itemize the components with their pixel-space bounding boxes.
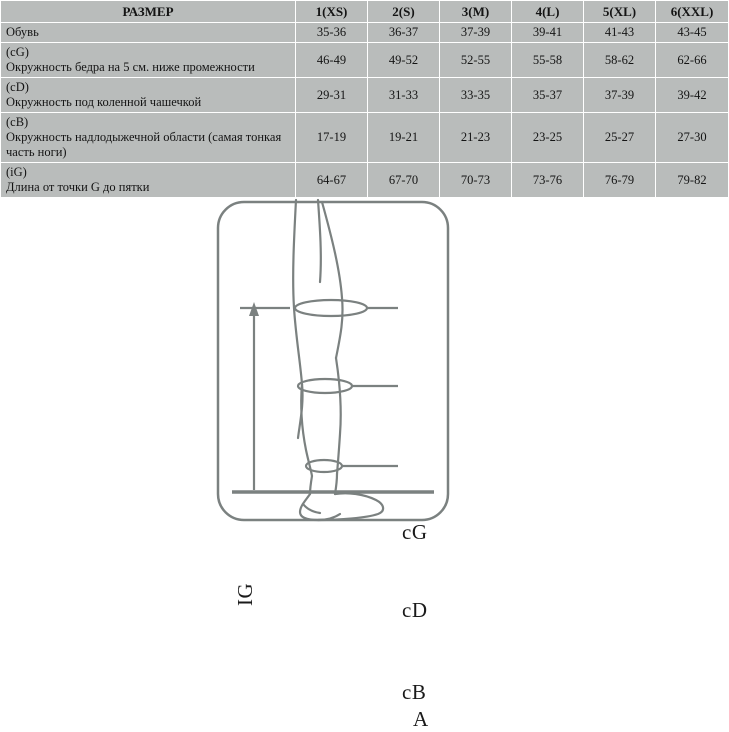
row-label-cb xyxy=(1,113,296,163)
measure-code: (cB) xyxy=(6,115,29,129)
cell-value: 17-19 xyxy=(296,113,368,163)
row-label-cg xyxy=(1,43,296,78)
cd-circumference-marker xyxy=(298,379,352,393)
row-label-shoe: Обувь xyxy=(1,23,296,43)
cell-value: 37-39 xyxy=(440,23,512,43)
diagram-label-cg: cG xyxy=(402,520,428,544)
cell-value: 23-25 xyxy=(512,113,584,163)
cell-value: 62-66 xyxy=(656,43,729,78)
cell-value: 67-70 xyxy=(368,163,440,198)
measure-code: (cD) xyxy=(6,80,29,94)
cell-value: 58-62 xyxy=(584,43,656,78)
cell-value: 43-45 xyxy=(656,23,729,43)
measure-text: Длина от точки G до пятки xyxy=(6,180,150,194)
cell-value: 35-36 xyxy=(296,23,368,43)
cell-value: 27-30 xyxy=(656,113,729,163)
cell-value: 49-52 xyxy=(368,43,440,78)
measure-text: Окружность надлодыжечной области (самая тонкая часть ноги) xyxy=(6,130,282,159)
row-label-ig xyxy=(1,163,296,198)
cell-value: 29-31 xyxy=(296,78,368,113)
leg-measurement-diagram xyxy=(0,198,668,731)
header-size-3: 3(M) xyxy=(440,1,512,23)
cell-value: 37-39 xyxy=(584,78,656,113)
size-chart-table xyxy=(0,0,729,198)
diagram-label-cd: cD xyxy=(402,598,428,622)
cell-value: 64-67 xyxy=(296,163,368,198)
measure-code: (cG) xyxy=(6,45,29,59)
table-header-row xyxy=(1,1,729,23)
cg-circumference-marker xyxy=(295,300,367,316)
cell-value: 19-21 xyxy=(368,113,440,163)
cell-value: 39-41 xyxy=(512,23,584,43)
cell-value: 55-58 xyxy=(512,43,584,78)
table-row xyxy=(1,23,729,43)
cell-value: 35-37 xyxy=(512,78,584,113)
table-row xyxy=(1,78,729,113)
diagram-label-ig: IG xyxy=(233,582,257,606)
table-row xyxy=(1,163,729,198)
cell-value: 36-37 xyxy=(368,23,440,43)
row-label-cd xyxy=(1,78,296,113)
cell-value: 39-42 xyxy=(656,78,729,113)
diagram-graphic xyxy=(0,198,668,528)
ig-measure-arrow xyxy=(240,302,290,490)
diagram-label-a: A xyxy=(413,707,429,731)
cell-value: 31-33 xyxy=(368,78,440,113)
measure-text: Окружность под коленной чашечкой xyxy=(6,95,202,109)
measure-code: (iG) xyxy=(6,165,27,179)
header-size-6: 6(XXL) xyxy=(656,1,729,23)
header-size-label: РАЗМЕР xyxy=(1,1,296,23)
cell-value: 52-55 xyxy=(440,43,512,78)
table-row xyxy=(1,43,729,78)
header-size-4: 4(L) xyxy=(512,1,584,23)
cell-value: 70-73 xyxy=(440,163,512,198)
header-size-1: 1(XS) xyxy=(296,1,368,23)
leg-outline xyxy=(293,200,383,520)
cell-value: 33-35 xyxy=(440,78,512,113)
cell-value: 46-49 xyxy=(296,43,368,78)
cell-value: 73-76 xyxy=(512,163,584,198)
cell-value: 41-43 xyxy=(584,23,656,43)
cell-value: 25-27 xyxy=(584,113,656,163)
table-row xyxy=(1,113,729,163)
cell-value: 79-82 xyxy=(656,163,729,198)
measure-text: Окружность бедра на 5 см. ниже промежности xyxy=(6,60,255,74)
header-size-5: 5(XL) xyxy=(584,1,656,23)
cell-value: 76-79 xyxy=(584,163,656,198)
cell-value: 21-23 xyxy=(440,113,512,163)
diagram-label-cb: cB xyxy=(402,680,427,704)
header-size-2: 2(S) xyxy=(368,1,440,23)
